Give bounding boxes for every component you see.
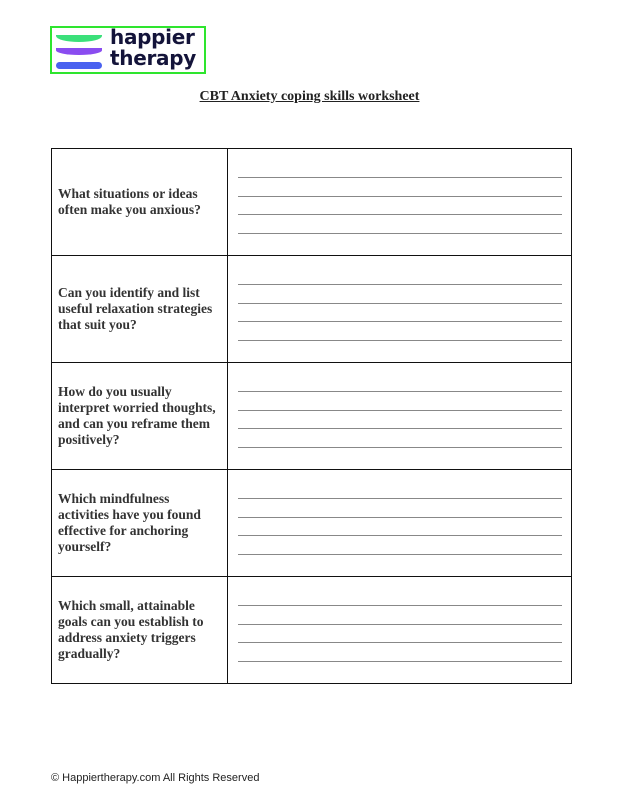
answer-line[interactable] <box>238 517 562 518</box>
answer-line[interactable] <box>238 661 562 662</box>
answer-lines[interactable] <box>238 605 562 679</box>
logo-purple-stripe-icon <box>56 48 102 55</box>
table-row <box>52 363 572 470</box>
answer-line[interactable] <box>238 642 562 643</box>
answer-line[interactable] <box>238 284 562 285</box>
logo-wordmark <box>110 27 196 69</box>
answer-lines[interactable] <box>238 391 562 465</box>
worksheet-table <box>51 148 572 684</box>
logo-line-2: therapy <box>110 46 196 70</box>
question-cell: Which mindfulness activities have you found effective for anchoring yourself? <box>52 470 228 577</box>
answer-line[interactable] <box>238 535 562 536</box>
table-row <box>52 256 572 363</box>
question-cell: What situations or ideas often make you anxious? <box>52 149 228 256</box>
answer-line[interactable] <box>238 391 562 392</box>
table-row <box>52 149 572 256</box>
answer-line[interactable] <box>238 321 562 322</box>
question-cell: Which small, attainable goals can you establish to address anxiety triggers gradually? <box>52 577 228 684</box>
answer-line[interactable] <box>238 605 562 606</box>
answer-lines[interactable] <box>238 498 562 572</box>
answer-cell[interactable] <box>228 363 572 470</box>
question-cell: Can you identify and list useful relaxation strategies that suit you? <box>52 256 228 363</box>
answer-line[interactable] <box>238 196 562 197</box>
answer-lines[interactable] <box>238 284 562 358</box>
answer-line[interactable] <box>238 340 562 341</box>
answer-line[interactable] <box>238 214 562 215</box>
answer-line[interactable] <box>238 554 562 555</box>
answer-line[interactable] <box>238 428 562 429</box>
answer-line[interactable] <box>238 447 562 448</box>
logo-blue-stripe-icon <box>56 62 102 69</box>
answer-line[interactable] <box>238 177 562 178</box>
logo-green-stripe-icon <box>56 35 102 42</box>
table-row <box>52 577 572 684</box>
answer-cell[interactable] <box>228 256 572 363</box>
answer-line[interactable] <box>238 233 562 234</box>
answer-line[interactable] <box>238 303 562 304</box>
question-cell: How do you usually interpret worried thoughts, and can you reframe them positively? <box>52 363 228 470</box>
logo-line-1: happier <box>110 25 195 49</box>
answer-line[interactable] <box>238 410 562 411</box>
answer-line[interactable] <box>238 624 562 625</box>
answer-cell[interactable] <box>228 149 572 256</box>
answer-cell[interactable] <box>228 470 572 577</box>
answer-lines[interactable] <box>238 177 562 251</box>
worksheet-title: CBT Anxiety coping skills worksheet <box>199 89 420 104</box>
answer-line[interactable] <box>238 498 562 499</box>
answer-cell[interactable] <box>228 577 572 684</box>
copyright-footer: © Happiertherapy.com All Rights Reserved <box>51 772 260 784</box>
table-row <box>52 470 572 577</box>
happier-therapy-logo <box>50 26 206 74</box>
